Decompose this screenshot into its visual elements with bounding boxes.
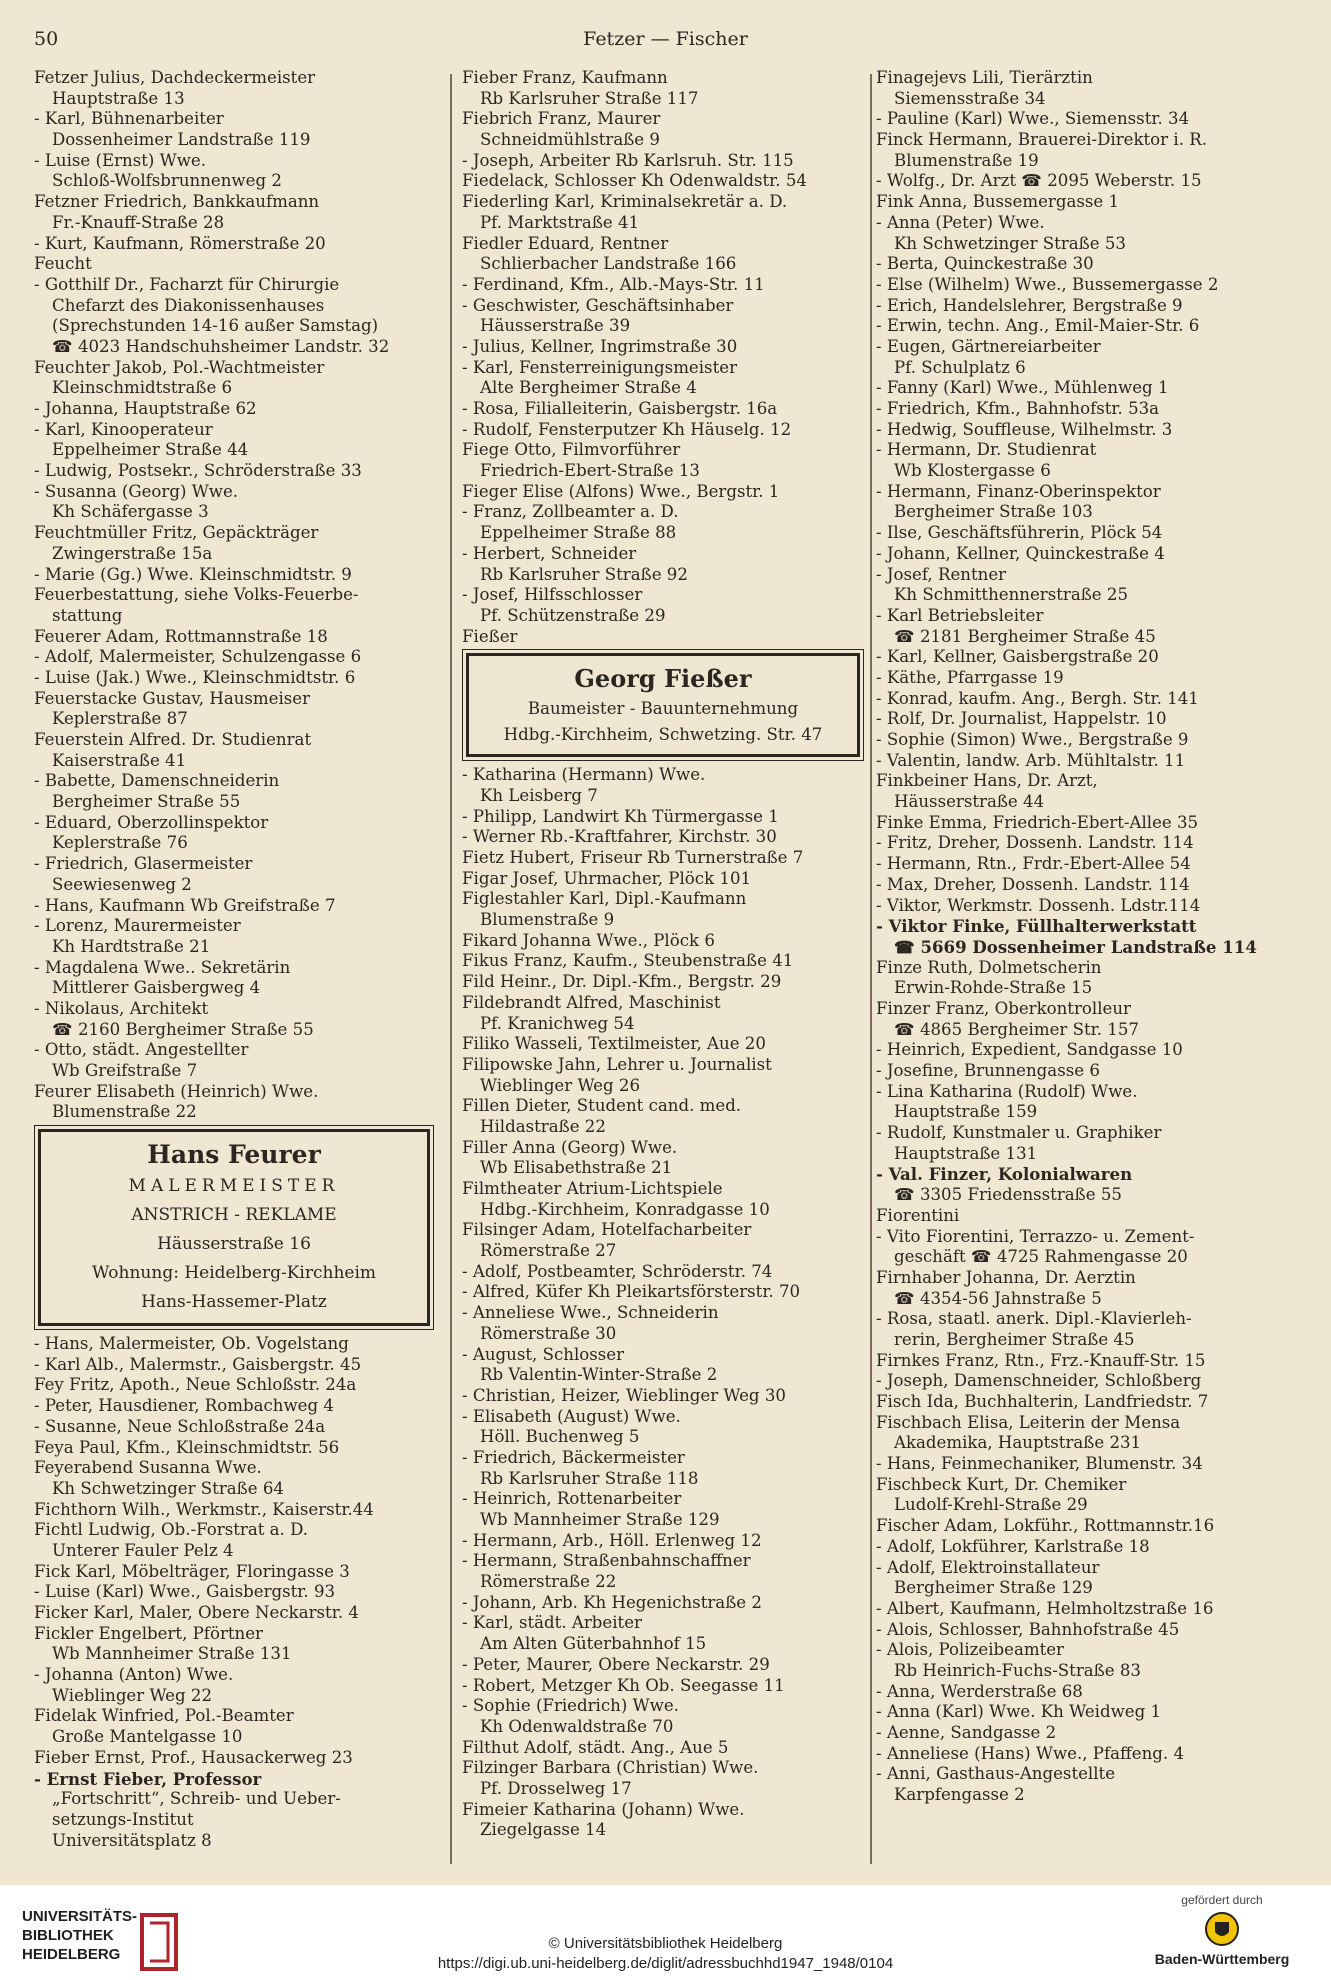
directory-entry-line: - Alfred, Küfer Kh Pleikartsförsterstr. 70 [462,1282,801,1302]
directory-entry-line: Filler Anna (Georg) Wwe. [462,1137,678,1157]
directory-entry-line: - Aenne, Sandgasse 2 [876,1723,1057,1742]
directory-entry-line: Römerstraße 22 [480,1572,617,1592]
directory-entry-line: - Friedrich, Glasermeister [34,854,253,874]
directory-entry-line: ☎ 4865 Bergheimer Str. 157 [894,1019,1139,1039]
directory-entry-line: ☎ 3305 Friedensstraße 55 [894,1185,1122,1205]
directory-entry-line: - Robert, Metzger Kh Ob. Seegasse 11 [462,1675,785,1695]
directory-entry-line: - Geschwister, Geschäftsinhaber [462,295,734,315]
directory-entry-line: - Sophie (Simon) Wwe., Bergstraße 9 [876,730,1189,749]
sponsor-label: gefördert durch [1181,1893,1263,1907]
directory-entry-line: Wb Elisabethstraße 21 [480,1158,673,1178]
directory-entry-line: Römerstraße 30 [480,1323,617,1343]
directory-entry-line: - Marie (Gg.) Wwe. Kleinschmidtstr. 9 [34,564,352,584]
directory-entry-line: Kh Odenwaldstraße 70 [480,1716,674,1736]
directory-entry-line: Wb Greifstraße 7 [52,1061,198,1080]
directory-entry-line: Bergheimer Straße 103 [894,502,1093,522]
directory-entry-line: - Val. Finzer, Kolonialwaren [876,1164,1133,1185]
directory-entry-line: - Josef, Hilfsschlosser [462,585,643,605]
directory-entry-line: Feuchter Jakob, Pol.-Wachtmeister [34,357,325,377]
directory-entry-line: Fieber Franz, Kaufmann [462,68,668,87]
directory-entry-line: - Julius, Kellner, Ingrimstraße 30 [462,336,738,356]
directory-entry-line: Finck Hermann, Brauerei-Direktor i. R. [876,130,1208,150]
directory-entry-line: - Luise (Ernst) Wwe. [34,150,206,170]
directory-entry-line: Fillen Dieter, Student cand. med. [462,1096,742,1116]
directory-entry-line: Fießer [462,626,518,646]
directory-entry-line: - Josef, Rentner [876,564,1007,584]
directory-entry-line: Fisch Ida, Buchhalterin, Landfriedstr. 7 [876,1392,1209,1411]
directory-entry-line: ☎ 4354-56 Jahnstraße 5 [894,1288,1102,1308]
directory-entry-line: Fikard Johanna Wwe., Plöck 6 [462,930,715,950]
directory-entry-line: - Babette, Damenschneiderin [34,771,280,791]
directory-entry-line: Häusserstraße 44 [894,792,1045,812]
directory-entry-line: Mittlerer Gaisbergweg 4 [52,978,261,998]
directory-entry-line: Schneidmühlstraße 9 [480,130,660,150]
directory-entry-line: geschäft ☎ 4725 Rahmengasse 20 [894,1247,1188,1267]
directory-entry-line: - Adolf, Elektroinstallateur [876,1557,1100,1577]
directory-entry-line: - Hedwig, Souffleuse, Wilhelmstr. 3 [876,419,1173,439]
directory-entry-line: Fick Karl, Möbelträger, Floringasse 3 [34,1561,350,1581]
directory-entry-line: - Adolf, Postbeamter, Schröderstr. 74 [462,1261,773,1281]
directory-entry-line: - Joseph, Damenschneider, Schloßberg [876,1371,1202,1391]
directory-entry-line: Feuerbestattung, siehe Volks-Feuerbe- [34,585,359,605]
directory-entry-line: Feurer Elisabeth (Heinrich) Wwe. [34,1081,319,1101]
directory-entry-line: - Adolf, Lokführer, Karlstraße 18 [876,1536,1150,1556]
directory-entry-line: Fiedler Eduard, Rentner [462,233,669,253]
ad-services: ANSTRICH - REKLAME [131,1205,337,1226]
directory-entry-line: Feyerabend Susanna Wwe. [34,1458,262,1478]
directory-entry-line: - Katharina (Hermann) Wwe. [462,765,706,785]
directory-entry-line: Blumenstraße 9 [480,910,615,930]
directory-entry-line: Feuchtmüller Fritz, Gepäckträger [34,523,319,543]
directory-entry-line: Kaiserstraße 41 [52,750,187,770]
directory-entry-line: Filipowske Jahn, Lehrer u. Journalist [462,1054,772,1074]
directory-entry-line: Fickler Engelbert, Pförtner [34,1623,263,1643]
directory-entry-line: Pf. Kranichweg 54 [480,1013,635,1033]
directory-entry-line: - Hermann, Finanz-Oberinspektor [876,481,1161,501]
directory-entry-line: - Viktor, Werkmstr. Dossenh. Ldstr.114 [876,895,1201,915]
directory-entry-line: Hdbg.-Kirchheim, Konradgasse 10 [480,1199,770,1219]
directory-entry-line: - Fritz, Dreher, Dossenh. Landstr. 114 [876,833,1194,853]
directory-entry-line: - Ludwig, Postsekr., Schröderstraße 33 [34,461,362,481]
directory-entry-line: - Hermann, Straßenbahnschaffner [462,1551,751,1571]
directory-entry-line: Fischbeck Kurt, Dr. Chemiker [876,1474,1127,1494]
directory-entry-line: setzungs-Institut [52,1809,194,1829]
directory-entry-line: Bergheimer Straße 129 [894,1578,1093,1598]
directory-entry-line: Keplerstraße 76 [52,833,188,853]
directory-entry-line: - Karl, Bühnenarbeiter [34,109,224,129]
directory-entry-line: Wb Mannheimer Straße 129 [480,1510,720,1529]
ad-trade: Baumeister - Bauunternehmung [527,699,799,719]
directory-entry-line: Fieber Ernst, Prof., Hausackerweg 23 [34,1747,353,1767]
directory-entry-line: Fetzner Friedrich, Bankkaufmann [34,192,320,212]
directory-entry-line: - Karl Alb., Malermstr., Gaisbergstr. 45 [34,1354,362,1374]
directory-entry-line: - Käthe, Pfarrgasse 19 [876,667,1064,687]
directory-entry-line: - Hans, Kaufmann Wb Greifstraße 7 [34,895,336,915]
directory-entry-line: - Rolf, Dr. Journalist, Happelstr. 10 [876,709,1167,729]
directory-entry-line: - Sophie (Friedrich) Wwe. [462,1696,679,1716]
directory-entry-line: - Hermann, Arb., Höll. Erlenweg 12 [462,1530,762,1550]
directory-entry-line: - Rudolf, Fensterputzer Kh Häuselg. 12 [462,419,792,439]
directory-entry-line: stattung [52,605,123,625]
directory-entry-line: Fild Heinr., Dr. Dipl.-Kfm., Bergstr. 29 [462,972,782,992]
directory-entry-line: - Franz, Zollbeamter a. D. [462,502,679,522]
directory-entry-line: - Rudolf, Kunstmaler u. Graphiker [876,1123,1162,1143]
directory-entry-line: - Nikolaus, Architekt [34,998,209,1018]
directory-entry-line: Akademika, Hauptstraße 231 [894,1433,1142,1453]
directory-entry-line: - Alois, Schlosser, Bahnhofstraße 45 [876,1619,1180,1639]
directory-entry-line: Ziegelgasse 14 [480,1820,607,1840]
directory-entry-line: Kleinschmidtstraße 6 [52,378,233,398]
directory-entry-line: - Alois, Polizeibeamter [876,1640,1064,1660]
directory-entry-line: - Anna (Karl) Wwe. Kh Weidweg 1 [876,1702,1162,1722]
directory-entry-line: - Eugen, Gärtnereiarbeiter [876,336,1101,356]
directory-entry-line: - Johanna (Anton) Wwe. [34,1665,234,1685]
directory-entry-line: Erwin-Rohde-Straße 15 [894,978,1093,998]
ad-address: Häusserstraße 16 [157,1234,311,1255]
directory-entry-line: - Anni, Gasthaus-Angestellte [876,1764,1116,1784]
page-number: 50 [34,28,59,50]
directory-entry-line: Fiedelack, Schlosser Kh Odenwaldstr. 54 [462,171,807,191]
directory-entry-line: ☎ 4023 Handschuhsheimer Landstr. 32 [52,336,390,356]
directory-entry-line: Pf. Marktstraße 41 [480,212,640,232]
directory-entry-line: ☎ 2181 Bergheimer Straße 45 [894,626,1156,646]
directory-entry-line: Feucht [34,254,92,274]
directory-entry-line: - Susanne, Neue Schloßstraße 24a [34,1416,326,1436]
directory-entry-line: - Viktor Finke, Füllhalterwerkstatt [876,916,1197,937]
directory-entry-line: Seewiesenweg 2 [52,874,192,894]
directory-entry-line: - Hans, Malermeister, Ob. Vogelstang [34,1334,349,1354]
directory-entry-line: Finze Ruth, Dolmetscherin [876,957,1102,977]
directory-entry-line: - Gotthilf Dr., Facharzt für Chirurgie [34,274,340,294]
ad-address: Hdbg.-Kirchheim, Schwetzing. Str. 47 [503,725,823,745]
directory-column-1 [34,68,434,1851]
directory-entry-line: Wieblinger Weg 26 [480,1075,640,1095]
directory-entry-line: Feuerstacke Gustav, Hausmeiser [34,688,311,708]
directory-column-3 [876,68,1280,1806]
directory-entry-line: - Friedrich, Kfm., Bahnhofstr. 53a [876,399,1160,418]
directory-entry-line: Feuerer Adam, Rottmannstraße 18 [34,626,328,646]
directory-entry-line: Kh Schwetzinger Straße 64 [52,1478,284,1498]
sponsor-block [1137,1893,1307,1967]
directory-entry-line: Pf. Drosselweg 17 [480,1778,632,1798]
directory-entry-line: Fr.-Knauff-Straße 28 [52,212,225,232]
directory-entry-line: Am Alten Güterbahnhof 15 [480,1634,707,1654]
library-name-line: UNIVERSITÄTS- [22,1908,138,1925]
directory-entry-line: - Luise (Karl) Wwe., Gaisbergstr. 93 [34,1582,336,1602]
directory-entry-line: - Herbert, Schneider [462,543,637,563]
directory-entry-line: - Karl, Kinooperateur [34,419,213,439]
directory-entry-line: - Kurt, Kaufmann, Römerstraße 20 [34,233,326,253]
directory-entry-line: Hauptstraße 131 [894,1143,1038,1163]
directory-entry-line: - Konrad, kaufm. Ang., Bergh. Str. 141 [876,688,1199,708]
entry-list [462,765,864,1841]
directory-entry-line: Fichthorn Wilh., Werkmstr., Kaiserstr.44 [34,1499,374,1519]
directory-entry-line: Fiege Otto, Filmvorführer [462,440,681,460]
digitization-footer [0,1885,1331,1980]
directory-entry-line: - Karl, Kellner, Gaisbergstraße 20 [876,647,1159,667]
directory-entry-line: - Susanna (Georg) Wwe. [34,481,239,501]
copyright-notice: © Universitätsbibliothek Heidelberg [548,1935,783,1952]
directory-entry-line: Eppelheimer Straße 44 [52,440,249,460]
directory-entry-line: Fey Fritz, Apoth., Neue Schloßstr. 24a [34,1375,357,1395]
directory-entry-line: Bergheimer Straße 55 [52,792,241,812]
directory-entry-line: - Anna (Peter) Wwe. [876,212,1045,232]
directory-entry-line: ☎ 2160 Bergheimer Straße 55 [52,1019,314,1039]
directory-entry-line: Universitätsplatz 8 [52,1830,212,1850]
directory-column-2 [462,68,864,1841]
column-divider [450,74,452,1864]
directory-entry-line: - Peter, Maurer, Obere Neckarstr. 29 [462,1654,770,1674]
directory-entry-line: Wb Mannheimer Straße 131 [52,1644,292,1664]
directory-entry-line: - Lina Katharina (Rudolf) Wwe. [876,1081,1138,1101]
directory-entry-line: - Luise (Jak.) Wwe., Kleinschmidtstr. 6 [34,667,356,687]
directory-entry-line: Fidelak Winfried, Pol.-Beamter [34,1706,294,1726]
directory-entry-line: Fildebrandt Alfred, Maschinist [462,992,721,1012]
directory-entry-line: - Karl, städt. Arbeiter [462,1613,642,1633]
directory-entry-line: - Valentin, landw. Arb. Mühltalstr. 11 [876,750,1186,770]
coat-of-arms-icon [1204,1911,1240,1947]
directory-entry-line: Finkbeiner Hans, Dr. Arzt, [876,771,1098,791]
directory-entry-line: Häusserstraße 39 [480,316,631,336]
directory-entry-line: - Christian, Heizer, Wieblinger Weg 30 [462,1385,786,1405]
directory-entry-line: - Ilse, Geschäftsführerin, Plöck 54 [876,523,1163,543]
directory-entry-line: - Johann, Kellner, Quinckestraße 4 [876,543,1165,563]
directory-entry-line: Figar Josef, Uhrmacher, Plöck 101 [462,868,752,888]
running-title: Fetzer — Fischer [583,28,748,50]
library-name-line: HEIDELBERG [22,1946,121,1963]
directory-entry-line: ☎ 5669 Dossenheimer Landstraße 114 [894,936,1257,957]
directory-entry-line: Karpfengasse 2 [894,1785,1025,1805]
directory-entry-line: Rb Karlsruher Straße 117 [480,88,699,108]
directory-entry-line: - Eduard, Oberzollinspektor [34,812,269,832]
directory-entry-line: Fieger Elise (Alfons) Wwe., Bergstr. 1 [462,481,780,501]
directory-entry-line: Fiederling Karl, Kriminalsekretär a. D. [462,192,788,212]
directory-entry-line: Fetzer Julius, Dachdeckermeister [34,68,316,87]
directory-entry-line: Fiebrich Franz, Maurer [462,109,661,129]
entry-list [462,68,864,647]
entry-list [34,1334,434,1851]
advertisement-hans-feurer [38,1129,430,1326]
ad-trade: MALERMEISTER [128,1176,340,1197]
directory-entry-line: Firnkes Franz, Rtn., Frz.-Knauff-Str. 15 [876,1350,1206,1370]
directory-entry-line: - Ferdinand, Kfm., Alb.-Mays-Str. 11 [462,274,765,294]
directory-entry-line: Römerstraße 27 [480,1241,617,1261]
directory-entry-line: Pf. Schulplatz 6 [894,357,1026,377]
directory-entry-line: - Max, Dreher, Dossenh. Landstr. 114 [876,874,1190,894]
directory-entry-line: Feya Paul, Kfm., Kleinschmidtstr. 56 [34,1437,340,1457]
entry-list [34,68,434,1123]
directory-entry-line: Figlestahler Karl, Dipl.-Kaufmann [462,889,747,909]
directory-entry-line: - Otto, städt. Angestellter [34,1040,249,1060]
directory-entry-line: - Magdalena Wwe.. Sekretärin [34,957,291,977]
directory-entry-line: Rb Karlsruher Straße 92 [480,564,688,584]
directory-entry-line: - Karl, Fensterreinigungsmeister [462,357,737,377]
directory-entry-line: Fichtl Ludwig, Ob.-Forstrat a. D. [34,1520,309,1540]
directory-entry-line: - Werner Rb.-Kraftfahrer, Kirchstr. 30 [462,827,777,847]
directory-entry-line: - Philipp, Landwirt Kh Türmergasse 1 [462,806,779,826]
ad-residence-address: Hans-Hassemer-Platz [141,1292,327,1313]
directory-entry-line: Ficker Karl, Maler, Obere Neckarstr. 4 [34,1603,359,1622]
directory-entry-line: Kh Schmitthennerstraße 25 [894,585,1129,605]
directory-entry-line: Filzinger Barbara (Christian) Wwe. [462,1758,759,1778]
directory-entry-line: Rb Karlsruher Straße 118 [480,1468,699,1488]
directory-entry-line: - Ernst Fieber, Professor [34,1768,262,1789]
directory-entry-line: - Lorenz, Maurermeister [34,916,241,936]
directory-entry-line: Finzer Franz, Oberkontrolleur [876,998,1131,1018]
directory-entry-line: Finke Emma, Friedrich-Ebert-Allee 35 [876,812,1199,832]
directory-entry-line: Fink Anna, Bussemergasse 1 [876,192,1120,212]
directory-entry-line: Kh Hardtstraße 21 [52,936,211,956]
directory-entry-line: Filmtheater Atrium-Lichtspiele [462,1179,723,1198]
directory-entry-line: Chefarzt des Diakonissenhauses [52,295,325,315]
directory-entry-line: - Else (Wilhelm) Wwe., Bussemergasse 2 [876,274,1219,294]
directory-entry-line: - Vito Fiorentini, Terrazzo- u. Zement- [876,1226,1195,1246]
directory-entry-line: Keplerstraße 87 [52,709,188,729]
directory-entry-line: - Johanna, Hauptstraße 62 [34,399,257,418]
directory-entry-line: - Heinrich, Rottenarbeiter [462,1489,682,1509]
sponsor-name: Baden-Württemberg [1154,1951,1290,1967]
directory-entry-line: - Josefine, Brunnengasse 6 [876,1061,1100,1080]
directory-entry-line: Filiko Wasseli, Textilmeister, Aue 20 [462,1034,766,1054]
directory-entry-line: rerin, Bergheimer Straße 45 [894,1329,1135,1349]
directory-entry-line: Hauptstraße 13 [52,88,185,108]
directory-entry-line: - Karl Betriebsleiter [876,605,1044,625]
directory-entry-line: „Fortschritt“, Schreib- und Ueber- [52,1789,341,1809]
directory-entry-line: - Friedrich, Bäckermeister [462,1447,685,1467]
directory-entry-line: Wieblinger Weg 22 [52,1685,212,1705]
directory-entry-line: - Hermann, Dr. Studienrat [876,440,1097,460]
directory-entry-line: Fikus Franz, Kaufm., Steubenstraße 41 [462,951,794,971]
directory-entry-line: Kh Schäfergasse 3 [52,502,209,522]
directory-entry-line: Siemensstraße 34 [894,88,1046,108]
directory-entry-line: Eppelheimer Straße 88 [480,523,677,543]
directory-entry-line: Kh Leisberg 7 [480,785,598,805]
source-url-link[interactable]: https://digi.ub.uni-heidelberg.de/diglit/adressbuchhd1947_1948/0104 [437,1955,894,1972]
directory-entry-line: Zwingerstraße 15a [52,543,213,563]
directory-entry-line: - Pauline (Karl) Wwe., Siemensstr. 34 [876,109,1190,129]
directory-entry-line: - Erich, Handelslehrer, Bergstraße 9 [876,295,1183,315]
directory-entry-line: - Albert, Kaufmann, Helmholtzstraße 16 [876,1598,1214,1618]
directory-entry-line: Hauptstraße 159 [894,1102,1038,1122]
directory-entry-line: - Erwin, techn. Ang., Emil-Maier-Str. 6 [876,316,1200,336]
directory-entry-line: Fiorentini [876,1205,960,1225]
directory-entry-line: Blumenstraße 22 [52,1102,197,1122]
column-divider [870,74,872,1864]
ad-residence: Wohnung: Heidelberg-Kirchheim [91,1263,377,1284]
directory-entry-line: - August, Schlosser [462,1344,625,1364]
directory-entry-line: - Rosa, staatl. anerk. Dipl.-Klavierleh- [876,1309,1192,1329]
directory-entry-line: - Joseph, Arbeiter Rb Karlsruh. Str. 115 [462,150,794,170]
directory-entry-line: - Anneliese Wwe., Schneiderin [462,1303,719,1323]
directory-entry-line: Fischer Adam, Lokführ., Rottmannstr.16 [876,1516,1215,1536]
directory-entry-line: Feuerstein Alfred. Dr. Studienrat [34,730,312,749]
directory-entry-line: - Elisabeth (August) Wwe. [462,1406,681,1426]
directory-entry-line: Pf. Schützenstraße 29 [480,605,666,625]
directory-entry-line: Blumenstraße 19 [894,150,1039,170]
directory-entry-line: Große Mantelgasse 10 [52,1727,243,1747]
directory-entry-line: Fischbach Elisa, Leiterin der Mensa [876,1412,1181,1432]
advertisement-georg-fiesser [466,653,860,757]
directory-entry-line: Dossenheimer Landstraße 119 [52,130,311,150]
directory-entry-line: - Johann, Arb. Kh Hegenichstraße 2 [462,1592,762,1612]
directory-entry-line: (Sprechstunden 14-16 außer Samstag) [52,316,379,336]
directory-entry-line: Unterer Fauler Pelz 4 [52,1540,234,1560]
directory-entry-line: Firnhaber Johanna, Dr. Aerztin [876,1267,1136,1287]
ad-company-name: Hans Feurer [147,1140,321,1170]
directory-entry-line: Alte Bergheimer Straße 4 [480,378,697,398]
entry-list [876,68,1280,1806]
directory-entry-line: - Peter, Hausdiener, Rombachweg 4 [34,1396,334,1416]
page-header [0,28,1331,54]
directory-entry-line: - Berta, Quinckestraße 30 [876,254,1094,274]
directory-entry-line: Fimeier Katharina (Johann) Wwe. [462,1799,745,1819]
directory-entry-line: Hildastraße 22 [480,1116,606,1136]
directory-entry-line: - Wolfg., Dr. Arzt ☎ 2095 Weberstr. 15 [876,171,1202,191]
directory-entry-line: Filthut Adolf, städt. Ang., Aue 5 [462,1737,729,1757]
library-name-line: BIBLIOTHEK [22,1927,114,1944]
directory-entry-line: - Hermann, Rtn., Frdr.-Ebert-Allee 54 [876,854,1191,874]
directory-entry-line: Filsinger Adam, Hotelfacharbeiter [462,1220,752,1240]
directory-entry-line: Schlierbacher Landstraße 166 [480,254,737,274]
directory-entry-line: Schloß-Wolfsbrunnenweg 2 [52,171,282,191]
directory-entry-line: - Anna, Werderstraße 68 [876,1681,1083,1701]
directory-entry-line: Rb Heinrich-Fuchs-Straße 83 [894,1660,1141,1680]
directory-entry-line: - Rosa, Filialleiterin, Gaisbergstr. 16a [462,399,778,418]
directory-entry-line: - Anneliese (Hans) Wwe., Pfaffeng. 4 [876,1743,1185,1763]
directory-entry-line: - Adolf, Malermeister, Schulzengasse 6 [34,647,362,667]
ad-company-name: Georg Fießer [574,664,752,694]
directory-entry-line: Höll. Buchenweg 5 [480,1427,640,1447]
directory-entry-line: - Fanny (Karl) Wwe., Mühlenweg 1 [876,378,1169,398]
directory-entry-line: Finagejevs Lili, Tierärztin [876,68,1093,87]
directory-entry-line: Rb Valentin-Winter-Straße 2 [480,1365,718,1385]
directory-entry-line: Ludolf-Krehl-Straße 29 [894,1495,1088,1515]
directory-entry-line: - Heinrich, Expedient, Sandgasse 10 [876,1040,1183,1060]
directory-entry-line: Fietz Hubert, Friseur Rb Turnerstraße 7 [462,848,804,867]
directory-entry-line: Friedrich-Ebert-Straße 13 [480,461,700,481]
directory-entry-line: - Hans, Feinmechaniker, Blumenstr. 34 [876,1454,1203,1474]
directory-entry-line: Wb Klostergasse 6 [894,461,1051,481]
directory-entry-line: Kh Schwetzinger Straße 53 [894,233,1126,253]
